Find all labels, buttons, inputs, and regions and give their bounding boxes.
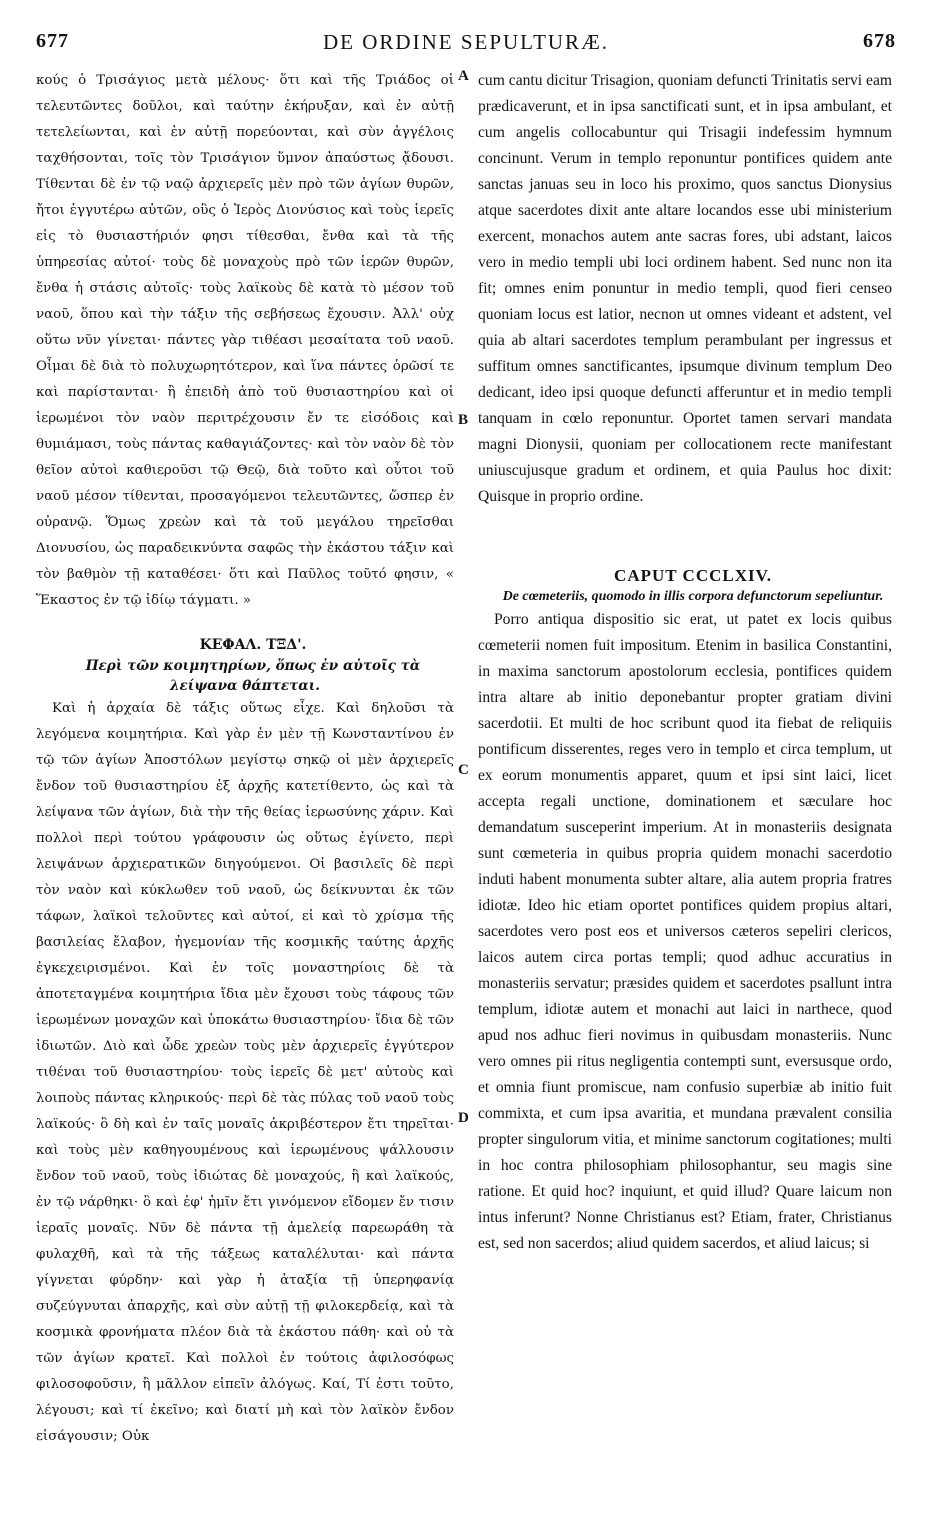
greek-paragraph-2: Καὶ ἡ ἀρχαία δὲ τάξις οὕτως εἶχε. Καὶ δηλοῦσι τὰ λεγόμενα κοιμητήρια. Καὶ γὰρ ἐν μὲν τῇ Κωνσταντίνου ἐν τῷ τῶν ἁγίων Ἀποστόλων μεγίστῳ σηκῷ οἱ μὲν ἀρχιερεῖς ἔνδον τοῦ θυσιαστηρίου ἐξ ἀρχῆς κατετίθεντο, ὡς καὶ τὰ λείψανα τῶν ἁγίων, διὰ τὴν τῆς θείας ἱερωσύνης χάριν. Καὶ πολλοὶ περὶ τούτου γράφουσιν ὡς οὕτως ἐγίνετο, περὶ λειψάνων ἀρχιερατικῶν διηγούμενοι. Οἱ βασιλεῖς δὲ περὶ τὸν ναὸν καὶ κύκλωθεν τοῦ ναοῦ, ὡς δείκνυνται ἐκ τῶν τάφων, λαϊκοὶ τελοῦντες καὶ αὐτοί, εἰ καὶ τὸ χρίσμα τῆς βασιλείας ἔλαβον, ἡγεμονίαν τῆς κοσμικῆς ταύτης ἀρχῆς ἐγκεχειρισμένοι. Καὶ ἐν τοῖς μοναστηρίοις δὲ τὰ ἀποτεταγμένα κοιμητήρια ἴδια μὲν ἔχουσι τοὺς τάφους τῶν ἱερωμένων μοναχῶν καὶ ὑποκάτω θυσιαστηρίου· ἴδια δὲ τῶν ἰδιωτῶν. Διὸ καὶ ὧδε χρεὼν τοὺς μὲν ἀρχιερεῖς ἐγγύτερον τιθέναι τοῦ θυσιαστηρίου· τοὺς ἱερεῖς δὲ μετ' αὐτοὺς καὶ λοιποὺς πάντας κληρικούς· περὶ δὲ τὰς πύλας τοῦ ναοῦ τοὺς λαϊκούς· ὃ δὴ καὶ ἐν ταῖς μοναῖς ἀκριβέστερον ἔτι τηρεῖται· καὶ τοὺς μὲν καθηγουμένους καὶ ἱερωμένους ψάλλουσιν ἔνδον τοῦ ναοῦ, τοὺς ἰδιώτας δὲ μοναχούς, ἢ καὶ λαϊκούς, ἐν τῷ νάρθηκι· ὃ καὶ ἐφ' ἡμῖν ἔτι γινόμενον εἴδομεν ἔν τισιν ἱεραῖς μοναῖς. Νῦν δὲ πάντα τῇ ἀμελείᾳ παρεωράθη τὰ φυλαχθῆ, καὶ τὰ τῆς τάξεως καταλέλυται· καὶ πάντα γίγνεται φύρδην· καὶ γὰρ ἡ ἀταξία τῇ ὑπερηφανίᾳ συζεύγνυται ἀπαρχῆς, καὶ σὺν αὐτῇ τῇ φιλοκερδείᾳ, καὶ τὰ κοσμικὰ φρονήματα πλέον διὰ τὰ ἑκάστου πάθη· καὶ οὐ τὰ τῶν ἁγίων κρατεῖ. Καὶ πολλοὶ ἐν τούτοις ἀφιλοσόφως φιλοσοφοῦσιν, ἢ μᾶλλον εἰπεῖν ἀλόγως. Καί, Τί ἐστι τοῦτο, λέγουσι; καὶ τί ἐκεῖνο; καὶ διατί μὴ καὶ τὸν λαϊκὸν ἔνδον εἰσάγουσιν; Οὐκ (36, 701, 454, 1444)
greek-chapter-title: ΚΕΦΑΛ. ΤΞΔ'. (199, 637, 307, 653)
margin-letter-d: D (458, 1110, 469, 1126)
margin-letter-c: C (458, 762, 469, 778)
page-header (36, 30, 896, 64)
margin-letter-b: B (458, 412, 469, 428)
latin-chapter-subtitle: De cœmeteriis, quomodo in illis corpora defunctorum sepeliuntur. (502, 589, 884, 604)
page-number-right: 678 (863, 30, 896, 52)
latin-paragraph-2: Porro antiqua dispositio sic erat, ut patet ex locis quibus cœmeterii nomen fuit impositum. Etenim in basilica Constantini, in maxima sanctorum apostolorum ecclesia, pontifices quidem intra altare ab initio deponebantur propter gratiam divini sacerdotii. Et multi de hoc scribunt quod ita fiebat de reliquiis pontificum disserentes, reges vero in templo et circa templum, ut ex eorum monumentis apparet, quum et ipsi sint laici, licet accepta regali unctione, dominationem et sæculare hoc demandatum susceperint imperium. At in monasteriis designata sunt cœmeteria in quibus propria quidem monachi sacerdotio induti habent monumenta subter altare, alia autem propria fratres idiotæ. Ideo hic etiam oportet pontifices quidem propius altari, sacerdotes vero post eos et universos cæteros sepeliri clericos, laicos autem circa portas templi; quod adhuc accuratius in monasteriis servatur; præsides quidem et sacerdotes psallunt intra templum, idiotæ autem et monachi aut laici in narthece, quod apud nos adhuc fieri novimus in quibusdam monasteriis. Nunc vero omnes pii ritus negligentia contempti sunt, eversusque ordo, et omnia fiunt promiscue, nam confusio superbiæ ab initio fuit commixta, et cum ipsa avaritia, et mundana prævalent consilia propter singulorum vitia, et minime sanctorum cogitationes; multi in hoc contra philosophiam philosophantur, seu magis sine ratione. Et quid hoc? inquiunt, et quid illud? Quare laicum non intus inferunt? Nonne Christianus est? Etiam, frater, Christianus est, sed non sacerdos; aliud quidem sacerdos, et aliud laicus; si (478, 611, 892, 1252)
greek-paragraph-1: κούς ὁ Τρισάγιος μετὰ μέλους· ὅτι καὶ τῆς Τριάδος οἱ τελευτῶντες δοῦλοι, καὶ ταύτην ἐκήρυξαν, καὶ ἐν αὐτῇ τετελείωνται, καὶ ἐν αὐτῇ πορεύονται, καὶ σὺν ἀγγέλοις ταχθήσονται, τοῖς τὸν Τρισάγιον ὕμνον ἀπαύστως ᾄδουσι. Τίθενται δὲ ἐν τῷ ναῷ ἀρχιερεῖς μὲν πρὸ τῶν ἁγίων θυρῶν, ἤτοι ἐγγυτέρω αὐτῶν, οὓς ὁ Ἱερὸς Διονύσιος καὶ τοὺς ἱερεῖς εἰς τὸ θυσιαστήριόν φησι τίθεσθαι, ἔνθα καὶ τὰ τῆς ὑπηρεσίας αὐτοί· τοὺς δὲ μοναχοὺς πρὸ τῶν ἱερῶν θυρῶν, ἔνθα ἡ στάσις αὐτοῖς· τοὺς λαϊκοὺς δὲ κατὰ τὸ μέσον τοῦ ναοῦ, ὅπου καὶ τὴν τάξιν τῆς σεβήσεως ἔχουσιν. Ἀλλ' οὐχ οὕτω νῦν γίνεται· πάντες γὰρ τιθέασι μεσαίτατα τοῦ ναοῦ. Οἶμαι δὲ διὰ τὸ πολυχωρητότερον, καὶ ἵνα πάντες ὁρῶσί τε καὶ παρίστανται· ἢ ἐπειδὴ ἀπὸ τοῦ θυσιαστηρίου καὶ οἱ ἱερωμένοι τὸν ναὸν περιτρέχουσιν ἔν τε εἰσόδοις καὶ θυμιάμασι, τοὺς πάντας καθαγιάζοντες· καὶ τὸν ναὸν δὲ τὸν θεῖον αὐτοὶ καθιεροῦσι τῷ Θεῷ, διὰ τοῦτο καὶ οὗτοι τοῦ ναοῦ μέσον τίθενται, προσαγόμενοι τελευτῶντες, ὥσπερ ἐν οὐρανῷ. Ὅμως χρεὼν καὶ τὰ τοῦ μεγάλου τηρεῖσθαι Διονυσίου, ὡς παραδεικνύντα σαφῶς τὴν ἑκάστου τάξιν καὶ τὸν βαθμὸν τῇ καταθέσει· ὅτι καὶ Παῦλος τοῦτό φησιν, « Ἕκαστος ἐν τῷ ἰδίῳ τάγματι. » (36, 73, 454, 608)
page-number-left: 677 (36, 30, 69, 52)
greek-chapter-subtitle: Περὶ τῶν κοιμητηρίων, ὅπως ἐν αὐτοῖς τὰ λείψανα θάπτεται. (85, 658, 421, 694)
running-title: DE ORDINE SEPULTURÆ. (323, 30, 609, 54)
latin-chapter-title: CAPUT CCCLXIV. (614, 566, 772, 585)
latin-paragraph-1: cum cantu dicitur Trisagion, quoniam defuncti Trinitatis servi eam prædicaverunt, et in ipsa sanctificati sunt, et in ipsa ambulant, et cum angelis collocabuntur qui Trisagii indefessim hymnum concinunt. Verum in templo reponuntur pontifices quidem ante sanctas januas seu in loco his proximo, quos sanctus Dionysius atque sacerdotes dixit ante altare locandos esse ubi ministerium exercent, monachos autem ante sacras fores, ubi adstant, laicos vero in medio templi ubi loci ordinem habent. Sed nunc non ita fit; omnes enim ponuntur in medio templi, quod fieri censeo quoniam locus est latior, necnon ut omnes videant et adstent, vel quia ab altari sacerdotes templum perambulant per ingressus et suffitum omnes sanctificantes, ipsumque divinum templum Deo dedicant, ideo ipsi quoque defuncti afferuntur et in medio templi tanquam in cœlo reponuntur. Oportet tamen servari mandata magni Dionysii, quoniam per collocationem recte manifestant uniuscujusque gradum et ordinem, et quia Paulus hoc dixit: Quisque in proprio ordine. (478, 72, 892, 505)
margin-letter-a: A (458, 68, 469, 84)
latin-column (478, 68, 892, 1526)
greek-column (36, 68, 454, 1526)
